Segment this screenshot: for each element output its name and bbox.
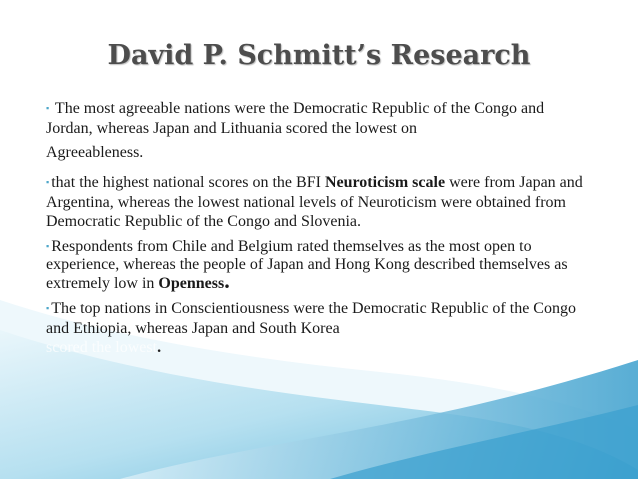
slide-title: David P. Schmitt’s Research bbox=[107, 40, 531, 71]
bullet-icon: ▪ bbox=[46, 240, 50, 251]
bullet-text-continued: Agreeableness. bbox=[46, 144, 144, 161]
bullet-icon: ▪ bbox=[46, 303, 50, 313]
bullet-item-agreeableness bbox=[46, 98, 591, 163]
bullet-icon: ▪ bbox=[46, 177, 50, 187]
bullet-text: Respondents from Chile and Belgium rated themselves as the most open to experience, whereas the people of Japan and Hong Kong described themselves as extremely low in bbox=[46, 237, 568, 292]
bullet-text: that the highest national scores on the BFI bbox=[51, 174, 325, 191]
bullet-item-neuroticism bbox=[46, 173, 591, 232]
bullet-text-end: . bbox=[224, 267, 230, 293]
bullet-text: The top nations in Conscientiousness were the Democratic Republic of the Congo and Ethiopia, whereas Japan and South Korea bbox=[46, 300, 576, 337]
bullet-text-bold: Openness bbox=[158, 274, 225, 292]
bullet-text: The most agreeable nations were the Democratic Republic of the Congo and Jordan, whereas Japan and Lithuania scored the lowest on bbox=[46, 100, 545, 137]
bullet-item-conscientiousness bbox=[46, 299, 591, 358]
bullet-text-bold: Neuroticism scale bbox=[324, 174, 446, 191]
bullet-item-openness bbox=[46, 237, 591, 294]
bullet-list bbox=[46, 98, 591, 358]
bullet-icon: ▪ bbox=[46, 103, 50, 113]
bullet-text-end: . bbox=[157, 339, 162, 356]
bullet-text-end: were from Japan and Argentina, whereas the lowest national levels of Neuroticism were obtained from Democratic Republic of the Congo and Slovenia. bbox=[46, 174, 583, 230]
bullet-text-faded: scored the lowest bbox=[46, 339, 158, 356]
